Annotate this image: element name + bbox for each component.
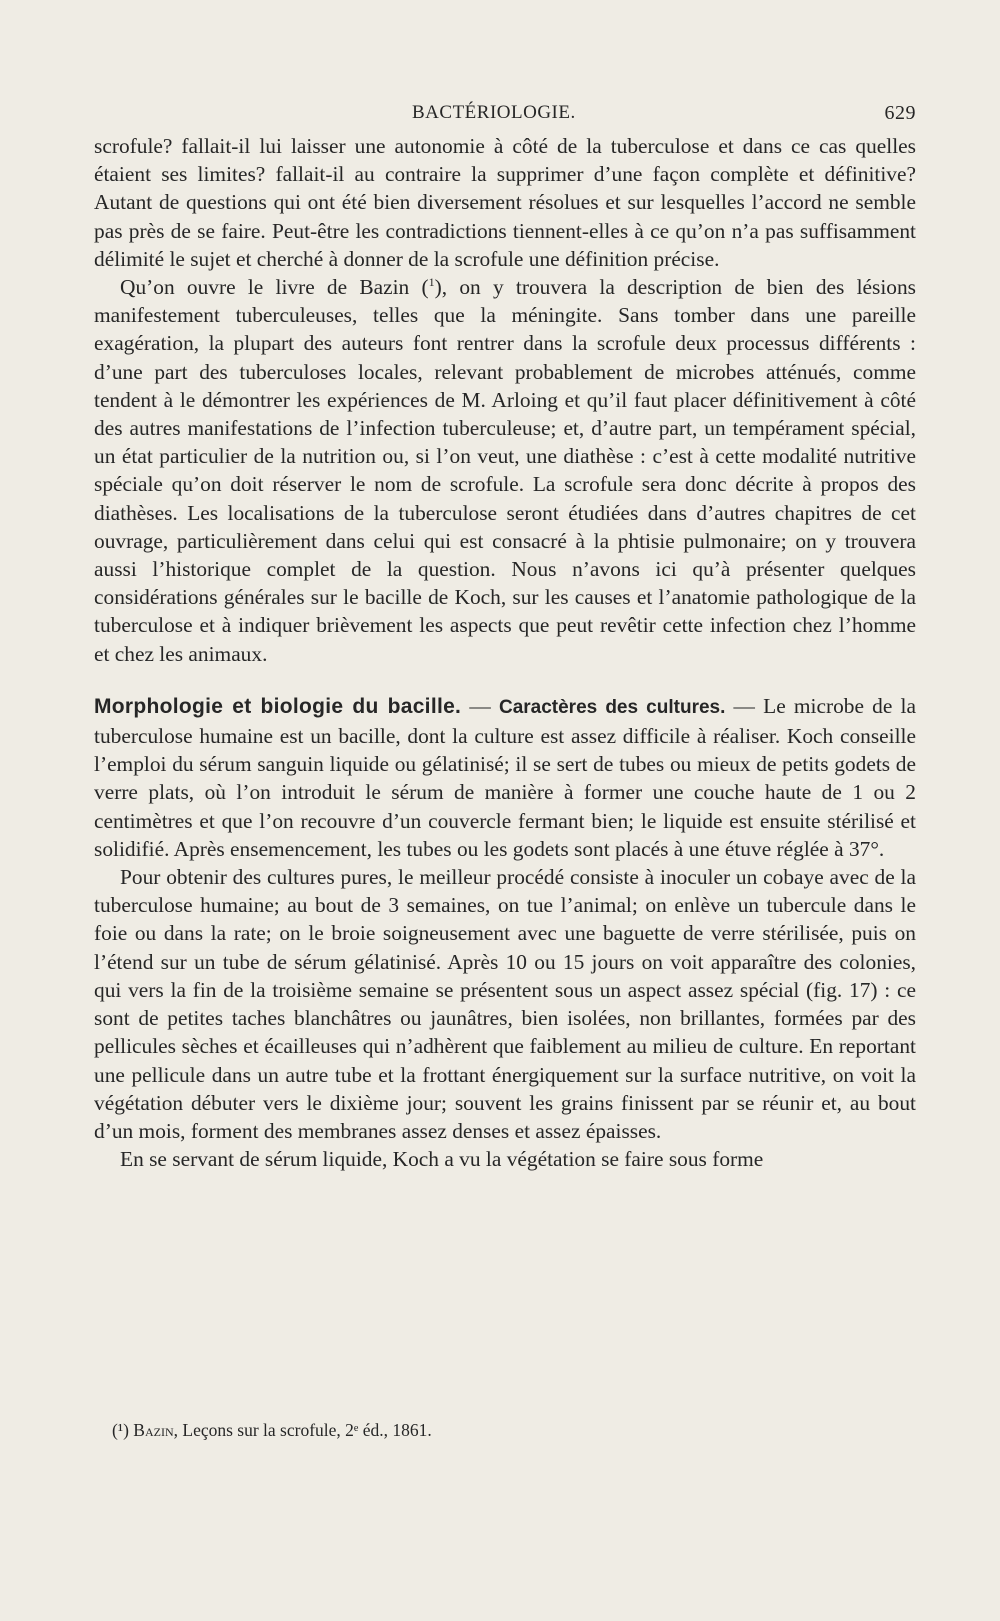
footnote-mark: (¹) bbox=[112, 1420, 134, 1440]
page-number: 629 bbox=[884, 102, 916, 124]
footnote-text: , Leçons sur la scrofule, 2ᵉ éd., 1861. bbox=[173, 1420, 432, 1440]
running-header bbox=[94, 98, 916, 132]
paragraph-text: ), on y trouvera la description de bien des lésions manifestement tuberculeuses, telles que la méningite. Sans tomber dans une pareille exagération, la plupart des auteurs font rentrer dans la scrofule deux processus différents : d’une part des tuberculoses locales, relevant probablement de microbes atténués, comme tendent à le démontrer les expériences de M. Arloing et qu’il faut placer définitivement à côté des autres manifestations de l’infection tuberculeuse; et, d’autre part, un tempérament spécial, un état particulier de la nutrition ou, si l’on veut, une diathèse : c’est à cette modalité nutritive spéciale qu’on doit réserver le nom de scrofule. La scrofule sera donc décrite à propos des diathèses. Les localisations de la tuberculose seront étudiées dans d’autres chapitres de cet ouvrage, particulièrement dans celui qui est consacré à la phtisie pulmonaire; on y trouvera aussi l’historique complet de la question. Nous n’avons ici qu’à présenter quelques considérations générales sur le bacille de Koch, sur les causes et l’anatomie pathologique de la tuberculose et à indiquer brièvement les aspects que peut revêtir cette infection chez l’homme et chez les animaux. bbox=[94, 275, 916, 666]
footnote bbox=[112, 1420, 432, 1441]
heading-dash: — bbox=[725, 693, 764, 718]
paragraph-koch: En se servant de sérum liquide, Koch a vu la végétation se faire sous forme bbox=[120, 1147, 764, 1172]
section-subheading: Caractères des cultures. bbox=[498, 696, 726, 718]
paragraph-cultures: Pour obtenir des cultures pures, le meilleur procédé consiste à inoculer un cobaye avec de la tuberculose humaine; au bout de 3 semaines, on tue l’animal; on enlève un tubercule dans le foie ou dans la rate; on le broie soigneusement avec une baguette de verre stérilisée, puis on l’étend sur un tube de sérum gélatinisé. Après 10 ou 15 jours on voit apparaître des colonies, qui vers la fin de la troisième semaine se présentent sous un aspect assez spécial (fig. 17) : ce sont de petites taches blanchâtres ou jaunâtres, bien isolées, non brillantes, formées par des pellicules sèches et écailleuses qui n’adhèrent que faiblement au milieu de culture. En reportant une pellicule dans un autre tube et la frottant énergiquement sur la surface nutritive, on voit la végétation débuter vers le dixième jour; souvent les grains finissent par se réunir et, au bout d’un mois, forment des membranes assez denses et assez épaisses. bbox=[94, 865, 916, 1143]
heading-dash: — bbox=[461, 693, 499, 718]
footnote-author: Bazin bbox=[133, 1420, 174, 1440]
section-paragraph bbox=[94, 692, 916, 863]
paragraph-continuation: scrofule? fallait-il lui laisser une autonomie à côté de la tuberculose et dans ce cas quelles étaient ses limites? fallait-il au contraire la supprimer d’une façon complète et définitive? Autant de questions qui ont été bien diversement résolues et sur lesquelles l’accord ne semble pas près de se faire. Peut-être les contradictions tiennent-elles à ce qu’on n’a pas suffisamment délimité le sujet et cherché à donner de la scrofule une définition précise. bbox=[94, 134, 916, 271]
footnote-reference: 1 bbox=[428, 274, 435, 289]
body-text bbox=[94, 132, 916, 1173]
paragraph-text: Le microbe de la tuberculose humaine est un bacille, dont la culture est assez difficile à réaliser. Koch conseille l’emploi du sérum sanguin liquide ou gélatinisé; il se sert de tubes ou mieux de petits godets de verre plats, où l’on introduit le sérum de manière à former une couche haute de 1 ou 2 centimètres et que l’on recouvre d’un couvercle fermant bien; le liquide est ensuite stérilisé et solidifié. Après ensemencement, les tubes ou les godets sont placés à une étuve réglée à 37°. bbox=[94, 693, 916, 861]
paragraph-text: Qu’on ouvre le livre de Bazin ( bbox=[120, 275, 429, 300]
paragraph-bazin bbox=[94, 273, 916, 668]
section-heading: Morphologie et biologie du bacille. bbox=[94, 694, 462, 718]
running-title: BACTÉRIOLOGIE. bbox=[412, 102, 576, 123]
